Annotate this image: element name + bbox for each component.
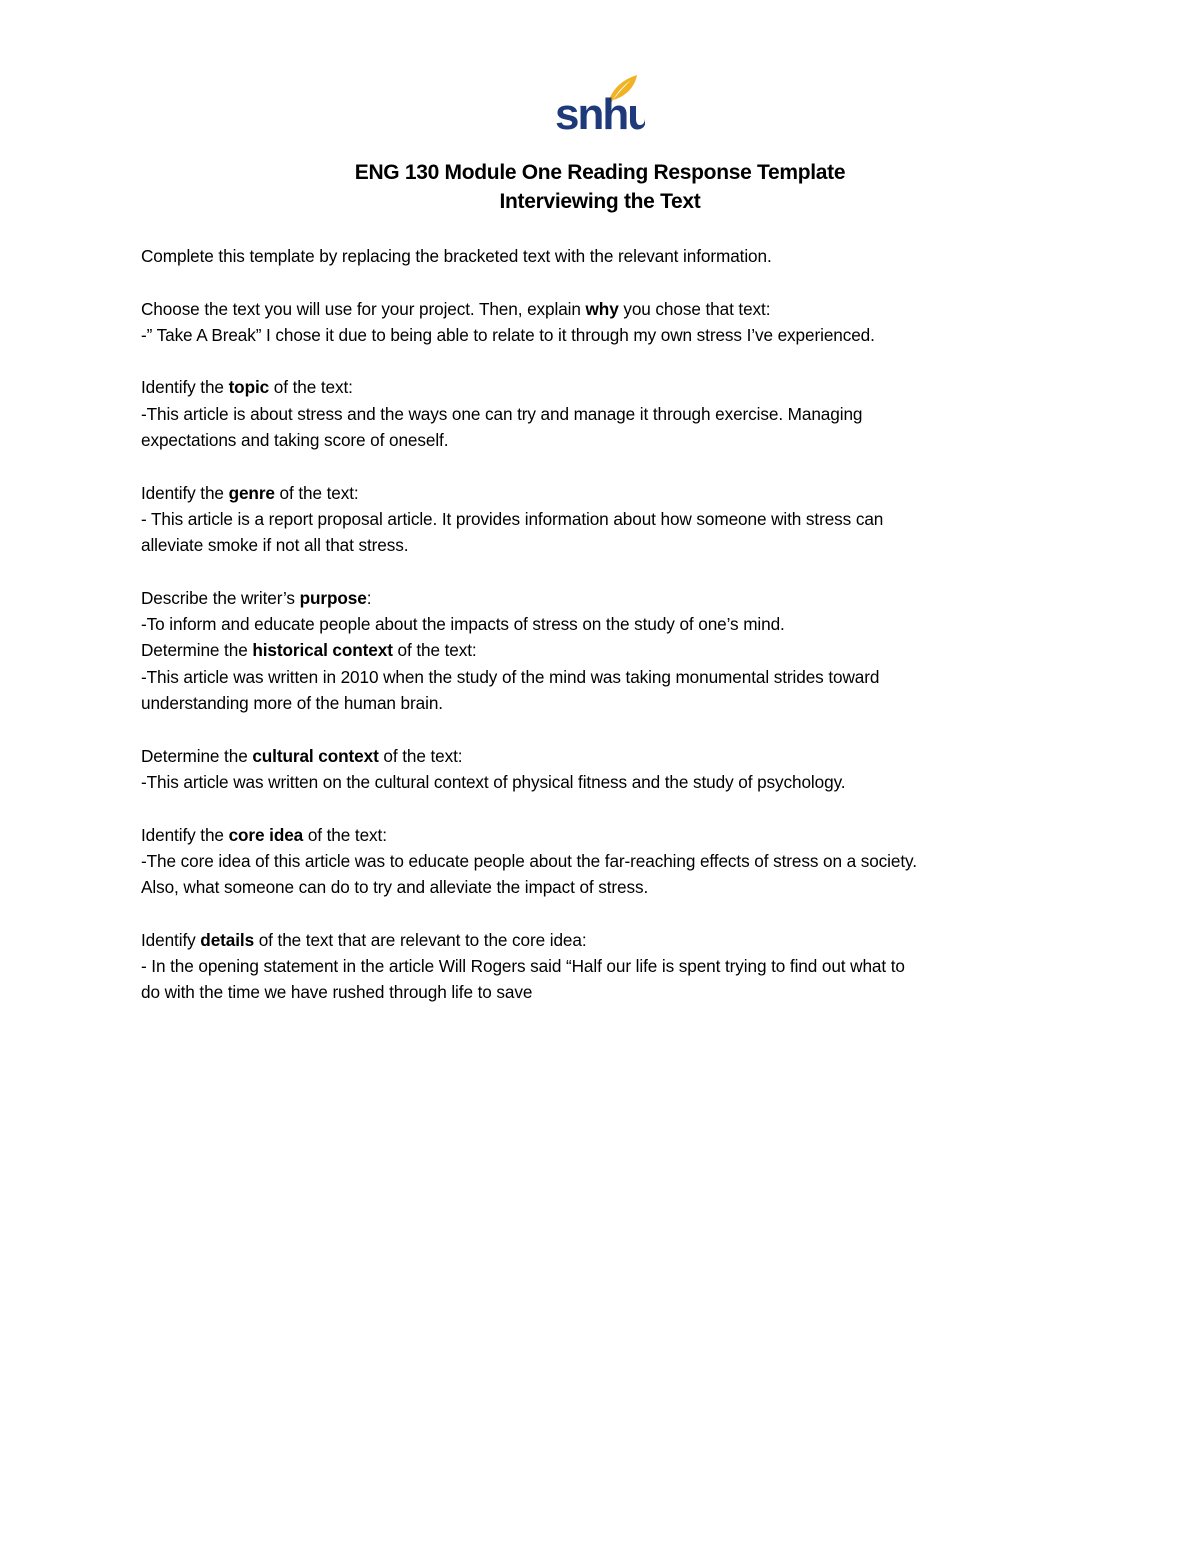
prompt-text: Identify the xyxy=(141,824,229,845)
prompt-keyword: cultural context xyxy=(252,745,379,766)
section-answer-line: -To inform and educate people about the impacts of stress on the study of one’s mind. xyxy=(141,614,785,635)
section-prompt xyxy=(141,480,917,506)
snhu-logo xyxy=(555,72,645,134)
section-prompt xyxy=(141,585,917,611)
section-answer-line: Also, what someone can do to try and alleviate the impact of stress. xyxy=(141,877,649,898)
section-answer-line: -This article was written in 2010 when the study of the mind was taking monumental strides toward xyxy=(141,666,880,687)
prompt-text: Choose the text you will use for your project. Then, explain xyxy=(141,298,586,319)
prompt-text: Determine the xyxy=(141,640,253,661)
section-answer-line: -” Take A Break” I chose it due to being able to relate to it through my own stress I’ve experienced. xyxy=(141,324,875,345)
prompt-keyword: core idea xyxy=(228,824,304,845)
section-prompt xyxy=(141,822,917,848)
prompt-text: you chose that text: xyxy=(618,298,771,319)
prompt-keyword: why xyxy=(585,298,619,319)
section-answer-line: - In the opening statement in the article Will Rogers said “Half our life is spent trying to find out what to xyxy=(141,956,905,977)
prompt-text: Identify xyxy=(141,929,201,950)
section-prompt xyxy=(141,374,917,400)
prompt-text: Determine the xyxy=(141,745,253,766)
prompt-text: : xyxy=(366,587,372,608)
prompt-text: Identify the xyxy=(141,482,229,503)
prompt-text: of the text: xyxy=(269,377,353,398)
prompt-keyword: purpose xyxy=(299,587,367,608)
section-prompt xyxy=(141,743,917,769)
title-line-2: Interviewing the Text xyxy=(499,190,701,213)
prompt-text: of the text: xyxy=(274,482,359,503)
title-line-1: ENG 130 Module One Reading Response Template xyxy=(354,161,846,184)
instructions: Complete this template by replacing the bracketed text with the relevant information. xyxy=(141,246,772,266)
document-body xyxy=(141,243,917,1006)
prompt-text: of the text that are relevant to the core idea: xyxy=(254,929,587,950)
prompt-keyword: details xyxy=(200,929,255,950)
prompt-text: of the text: xyxy=(392,640,477,661)
prompt-text: Describe the writer’s xyxy=(141,587,300,608)
prompt-keyword: genre xyxy=(228,482,275,503)
section-answer-line: do with the time we have rushed through life to save xyxy=(141,982,533,1003)
svg-text:snhu: snhu xyxy=(555,90,645,134)
section-answer-line: -This article is about stress and the ways one can try and manage it through exercise. Managing xyxy=(141,403,863,424)
section-answer-line: understanding more of the human brain. xyxy=(141,693,443,714)
prompt-keyword: historical context xyxy=(252,640,393,661)
prompt-text: of the text: xyxy=(303,824,387,845)
prompt-keyword: topic xyxy=(228,377,270,398)
section-answer-line: alleviate smoke if not all that stress. xyxy=(141,535,409,556)
section-answer-line: expectations and taking score of oneself. xyxy=(141,430,449,451)
document-title xyxy=(0,158,1200,216)
prompt-text: of the text: xyxy=(378,745,463,766)
section-prompt xyxy=(141,637,917,663)
section-prompt xyxy=(141,927,917,953)
section-answer-line: -The core idea of this article was to educate people about the far-reaching effects of stress on a society. xyxy=(141,850,917,871)
section-answer-line: -This article was written on the cultural context of physical fitness and the study of psychology. xyxy=(141,771,846,792)
prompt-text: Identify the xyxy=(141,377,229,398)
section-prompt xyxy=(141,296,917,322)
section-answer-line: - This article is a report proposal article. It provides information about how someone with stress can xyxy=(141,508,884,529)
